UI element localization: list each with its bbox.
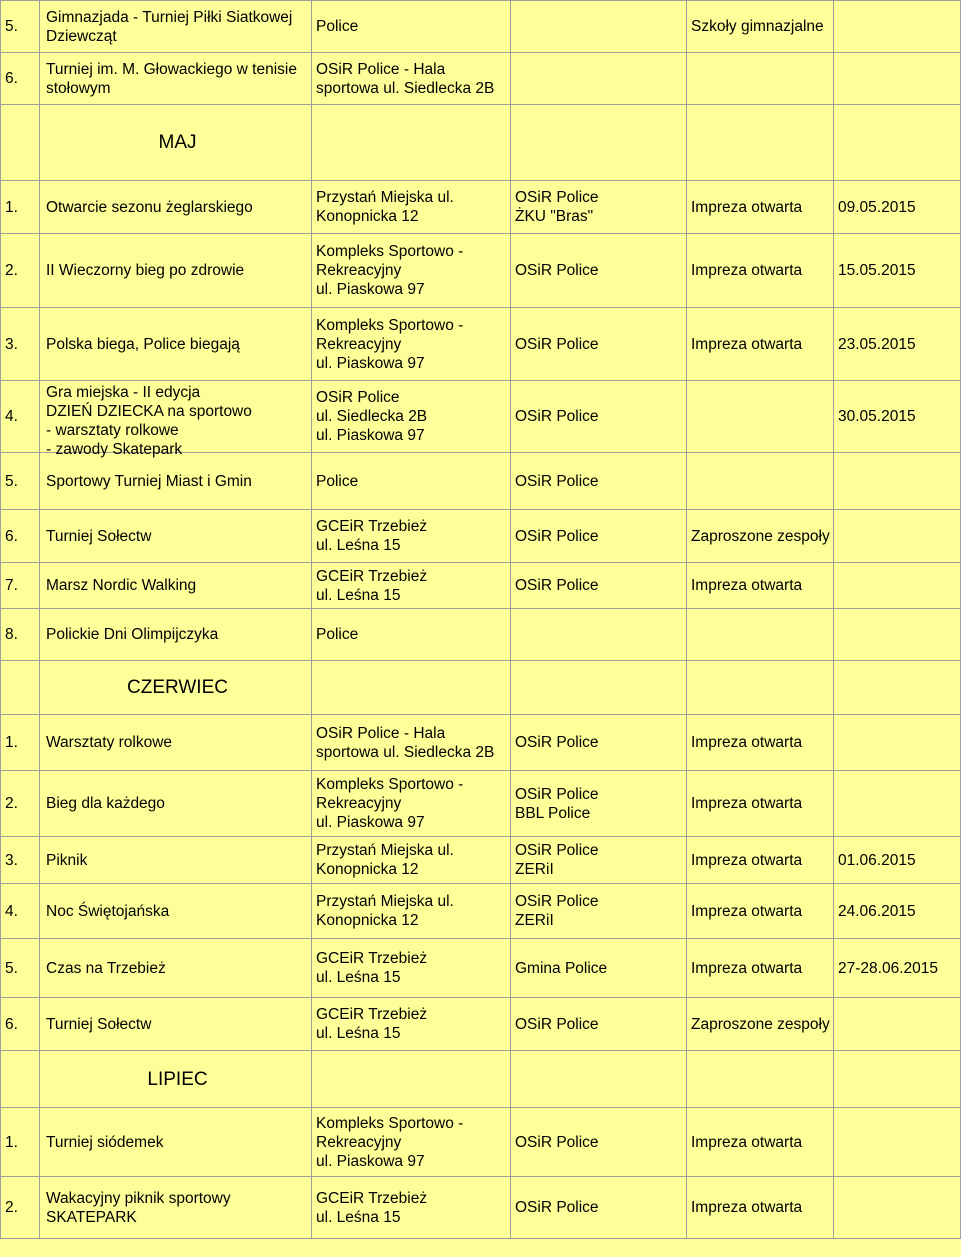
empty-cell — [511, 1051, 687, 1108]
event-organizer: OSiR Police — [511, 715, 687, 771]
event-info — [687, 453, 834, 510]
table-row — [1, 181, 961, 234]
event-info: Impreza otwarta — [687, 884, 834, 939]
empty-cell — [511, 105, 687, 181]
event-name: Warsztaty rolkowe — [40, 715, 312, 771]
event-number: 5. — [1, 1, 40, 53]
event-organizer: OSiR Police — [511, 381, 687, 453]
event-info: Impreza otwarta — [687, 563, 834, 609]
event-number: 2. — [1, 771, 40, 837]
empty-cell — [511, 661, 687, 715]
event-place: Police — [312, 453, 511, 510]
month-header-row — [1, 1051, 961, 1108]
event-number: 6. — [1, 53, 40, 105]
event-place: GCEiR Trzebież ul. Leśna 15 — [312, 939, 511, 998]
event-info: Impreza otwarta — [687, 1177, 834, 1239]
event-name: Wakacyjny piknik sportowy SKATEPARK — [40, 1177, 312, 1239]
event-name: Turniej Sołectw — [40, 510, 312, 563]
event-number: 3. — [1, 837, 40, 884]
table-row — [1, 510, 961, 563]
event-organizer — [511, 53, 687, 105]
event-number: 5. — [1, 939, 40, 998]
event-name: Turniej Sołectw — [40, 998, 312, 1051]
table-row — [1, 308, 961, 381]
event-info: Impreza otwarta — [687, 771, 834, 837]
event-date — [834, 1177, 961, 1239]
event-number: 1. — [1, 181, 40, 234]
event-organizer: OSiR Police — [511, 1177, 687, 1239]
event-place: Kompleks Sportowo - Rekreacyjny ul. Piaskowa 97 — [312, 308, 511, 381]
event-name: Marsz Nordic Walking — [40, 563, 312, 609]
event-organizer: OSiR Police — [511, 510, 687, 563]
event-organizer: OSiR Police ŻKU "Bras" — [511, 181, 687, 234]
table-row — [1, 1108, 961, 1177]
event-date — [834, 998, 961, 1051]
event-number: 2. — [1, 234, 40, 308]
month-spacer — [1, 105, 40, 181]
event-organizer: OSiR Police — [511, 1108, 687, 1177]
event-name: Otwarcie sezonu żeglarskiego — [40, 181, 312, 234]
event-date — [834, 1, 961, 53]
event-info — [687, 53, 834, 105]
event-number: 5. — [1, 453, 40, 510]
table-row — [1, 1, 961, 53]
event-number: 8. — [1, 609, 40, 661]
event-date: 09.05.2015 — [834, 181, 961, 234]
event-info: Impreza otwarta — [687, 1108, 834, 1177]
event-date: 30.05.2015 — [834, 381, 961, 453]
event-number: 6. — [1, 998, 40, 1051]
event-number: 6. — [1, 510, 40, 563]
empty-cell — [687, 1051, 834, 1108]
event-date — [834, 1108, 961, 1177]
empty-cell — [312, 661, 511, 715]
event-name-text: Gra miejska - II edycja DZIEŃ DZIECKA na sportowo - warsztaty rolkowe - zawody Skatepark — [46, 384, 252, 458]
table-row — [1, 53, 961, 105]
table-row — [1, 939, 961, 998]
event-place: OSiR Police - Hala sportowa ul. Siedlecka 2B — [312, 715, 511, 771]
month-label: LIPIEC — [40, 1051, 312, 1108]
table-row — [1, 715, 961, 771]
event-date: 23.05.2015 — [834, 308, 961, 381]
event-place: OSiR Police - Hala sportowa ul. Siedlecka 2B — [312, 53, 511, 105]
event-number: 1. — [1, 715, 40, 771]
event-date: 24.06.2015 — [834, 884, 961, 939]
event-info: Impreza otwarta — [687, 308, 834, 381]
event-place: Kompleks Sportowo - Rekreacyjny ul. Piaskowa 97 — [312, 234, 511, 308]
month-spacer — [1, 1051, 40, 1108]
event-place: Kompleks Sportowo - Rekreacyjny ul. Piaskowa 97 — [312, 771, 511, 837]
event-organizer: OSiR Police BBL Police — [511, 771, 687, 837]
table-row — [1, 1177, 961, 1239]
empty-cell — [834, 661, 961, 715]
event-organizer: OSiR Police ZERiI — [511, 884, 687, 939]
event-organizer: OSiR Police — [511, 563, 687, 609]
event-info: Impreza otwarta — [687, 939, 834, 998]
event-place: GCEiR Trzebież ul. Leśna 15 — [312, 998, 511, 1051]
event-date: 27-28.06.2015 — [834, 939, 961, 998]
event-number: 2. — [1, 1177, 40, 1239]
event-place: Kompleks Sportowo - Rekreacyjny ul. Piaskowa 97 — [312, 1108, 511, 1177]
event-name: Noc Świętojańska — [40, 884, 312, 939]
empty-cell — [687, 105, 834, 181]
event-place: Police — [312, 609, 511, 661]
event-info: Zaproszone zespoły — [687, 510, 834, 563]
event-place: OSiR Police ul. Siedlecka 2B ul. Piaskowa 97 — [312, 381, 511, 453]
event-name: Turniej im. M. Głowackiego w tenisie stołowym — [40, 53, 312, 105]
event-name: Polickie Dni Olimpijczyka — [40, 609, 312, 661]
month-header-row — [1, 661, 961, 715]
table-row — [1, 998, 961, 1051]
event-place: GCEiR Trzebież ul. Leśna 15 — [312, 563, 511, 609]
event-organizer — [511, 1, 687, 53]
event-name: Polska biega, Police biegają — [40, 308, 312, 381]
event-organizer: OSiR Police — [511, 453, 687, 510]
month-spacer — [1, 661, 40, 715]
month-label: MAJ — [40, 105, 312, 181]
event-info: Impreza otwarta — [687, 181, 834, 234]
empty-cell — [312, 1051, 511, 1108]
event-info: Impreza otwarta — [687, 234, 834, 308]
event-date: 01.06.2015 — [834, 837, 961, 884]
table-row — [1, 563, 961, 609]
month-label: CZERWIEC — [40, 661, 312, 715]
event-organizer: OSiR Police — [511, 308, 687, 381]
event-organizer: OSiR Police ZERiI — [511, 837, 687, 884]
event-date — [834, 715, 961, 771]
event-info: Impreza otwarta — [687, 715, 834, 771]
event-place: Przystań Miejska ul. Konopnicka 12 — [312, 181, 511, 234]
month-header-row — [1, 105, 961, 181]
event-place: Przystań Miejska ul. Konopnicka 12 — [312, 884, 511, 939]
event-name: Turniej siódemek — [40, 1108, 312, 1177]
table-row — [1, 609, 961, 661]
event-organizer: Gmina Police — [511, 939, 687, 998]
table-row — [1, 771, 961, 837]
event-date — [834, 771, 961, 837]
event-number: 4. — [1, 381, 40, 453]
event-number: 4. — [1, 884, 40, 939]
event-place: GCEiR Trzebież ul. Leśna 15 — [312, 510, 511, 563]
event-date — [834, 563, 961, 609]
empty-cell — [312, 105, 511, 181]
event-date — [834, 53, 961, 105]
event-number: 7. — [1, 563, 40, 609]
event-name: II Wieczorny bieg po zdrowie — [40, 234, 312, 308]
event-name: Czas na Trzebież — [40, 939, 312, 998]
event-date: 15.05.2015 — [834, 234, 961, 308]
table-row — [1, 837, 961, 884]
event-name — [40, 381, 312, 458]
event-info — [687, 381, 834, 453]
event-info: Impreza otwarta — [687, 837, 834, 884]
empty-cell — [687, 661, 834, 715]
table-row — [1, 884, 961, 939]
event-name: Sportowy Turniej Miast i Gmin — [40, 453, 312, 510]
event-organizer: OSiR Police — [511, 998, 687, 1051]
event-date — [834, 609, 961, 661]
table-row — [1, 381, 961, 453]
event-info: Szkoły gimnazjalne — [687, 1, 834, 53]
empty-cell — [834, 1051, 961, 1108]
event-info — [687, 609, 834, 661]
event-place: Police — [312, 1, 511, 53]
event-place: Przystań Miejska ul. Konopnicka 12 — [312, 837, 511, 884]
event-date — [834, 510, 961, 563]
event-number: 1. — [1, 1108, 40, 1177]
event-name: Piknik — [40, 837, 312, 884]
event-organizer — [511, 609, 687, 661]
event-name: Gimnazjada - Turniej Piłki Siatkowej Dziewcząt — [40, 1, 312, 53]
empty-cell — [834, 105, 961, 181]
table-row — [1, 453, 961, 510]
event-name: Bieg dla każdego — [40, 771, 312, 837]
event-info: Zaproszone zespoły — [687, 998, 834, 1051]
event-organizer: OSiR Police — [511, 234, 687, 308]
event-date — [834, 453, 961, 510]
event-place: GCEiR Trzebież ul. Leśna 15 — [312, 1177, 511, 1239]
event-number: 3. — [1, 308, 40, 381]
table-row — [1, 234, 961, 308]
